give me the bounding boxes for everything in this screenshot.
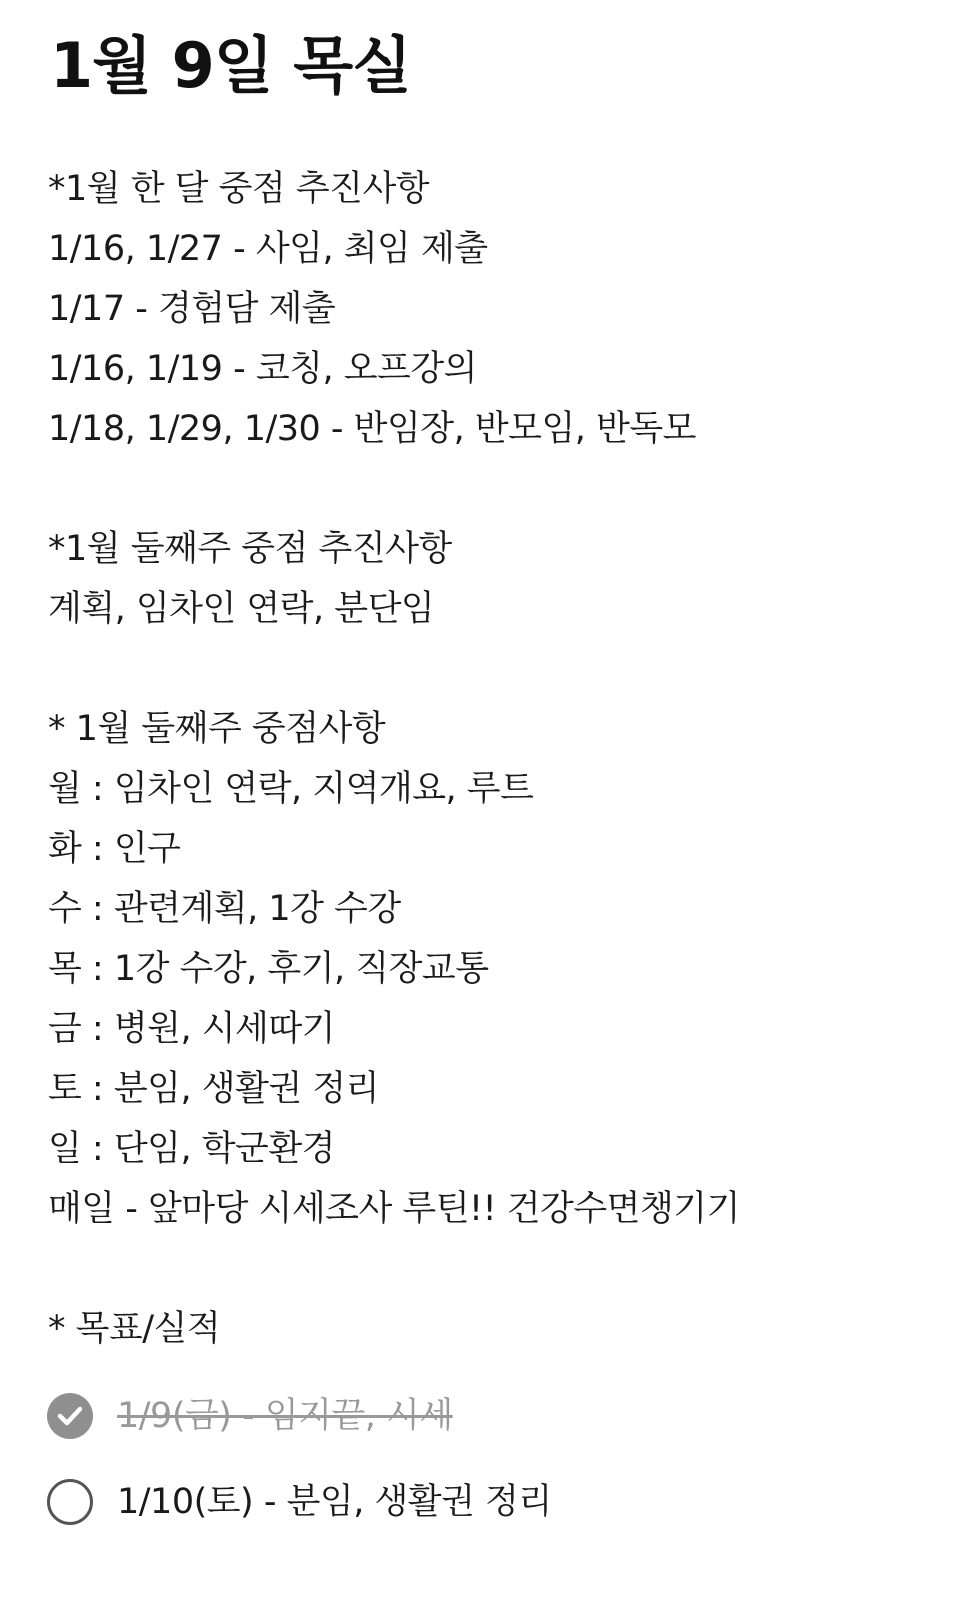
checklist-item bbox=[47, 1479, 552, 1525]
checklist-item-text[interactable]: 1/10(토) - 분임, 생활권 정리 bbox=[117, 1482, 552, 1522]
note-line: 화 : 인구 bbox=[48, 829, 181, 869]
note-line: 1/16, 1/27 - 사임, 최임 제출 bbox=[48, 229, 488, 269]
section-header-weekly-focus: * 1월 둘째주 중점사항 bbox=[48, 709, 386, 749]
section-header-goals: * 목표/실적 bbox=[48, 1309, 221, 1349]
section-header-weekly: *1월 둘째주 중점 추진사항 bbox=[48, 529, 452, 569]
note-line: 일 : 단임, 학군환경 bbox=[48, 1129, 335, 1169]
note-line: 매일 - 앞마당 시세조사 루틴!! 건강수면챙기기 bbox=[48, 1189, 740, 1229]
note-line: 1/17 - 경험담 제출 bbox=[48, 289, 336, 329]
note-line: 계획, 임차인 연락, 분단임 bbox=[48, 589, 435, 629]
note-line: 목 : 1강 수강, 후기, 직장교통 bbox=[48, 949, 489, 989]
empty-circle-icon[interactable] bbox=[47, 1479, 93, 1525]
note-line: 금 : 병원, 시세따기 bbox=[48, 1009, 335, 1049]
section-header-monthly: *1월 한 달 중점 추진사항 bbox=[48, 169, 430, 209]
note-line: 월 : 임차인 연락, 지역개요, 루트 bbox=[48, 769, 534, 809]
note-line: 1/18, 1/29, 1/30 - 반임장, 반모임, 반독모 bbox=[48, 409, 696, 449]
checklist-item bbox=[47, 1393, 453, 1439]
checklist-item-text[interactable]: 1/9(금) - 임지끝, 시세 bbox=[117, 1396, 453, 1436]
note-line: 1/16, 1/19 - 코칭, 오프강의 bbox=[48, 349, 477, 389]
note-line: 토 : 분임, 생활권 정리 bbox=[48, 1069, 379, 1109]
note-line: 수 : 관련계획, 1강 수강 bbox=[48, 889, 401, 929]
note-title: 1월 9일 목실 bbox=[50, 29, 412, 102]
check-icon[interactable] bbox=[47, 1393, 93, 1439]
